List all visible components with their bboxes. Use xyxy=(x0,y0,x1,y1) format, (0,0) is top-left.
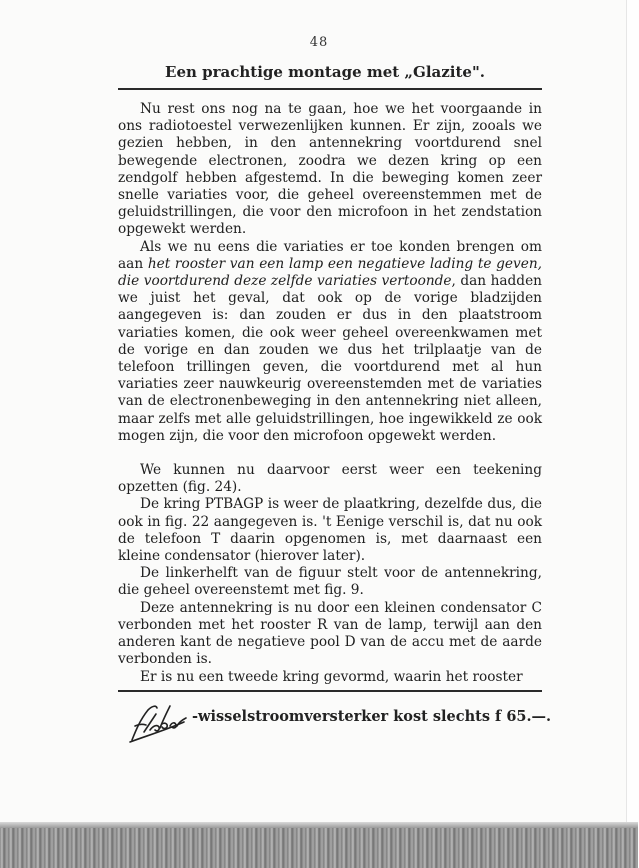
page-edge xyxy=(626,0,639,868)
header-rule xyxy=(118,88,542,90)
scan-binding-edge xyxy=(0,822,638,868)
paragraph xyxy=(118,669,542,686)
text-run: We kunnen nu daarvoor eerst weer een teekening opzetten (fig. 24). xyxy=(118,462,542,496)
text-run: Deze antennekring is nu door een kleinen condensator C verbonden met het rooster R van de lamp, terwijl aan den anderen kant de negatieve pool D van de accu met de aarde verbonden is. xyxy=(118,599,542,668)
paragraph xyxy=(118,101,542,239)
text-run: Als we nu eens die variaties er toe konden brengen om aan xyxy=(118,238,542,272)
italic-run: het rooster van een lamp een negatieve lading te geven, die voortdurend deze zelfde variaties vertoonde xyxy=(118,255,542,290)
body-text xyxy=(118,101,542,686)
paragraph xyxy=(118,600,542,669)
paragraph xyxy=(118,462,542,496)
text-run: , dan hadden we juist het geval, dat ook op de vorige bladzijden aangegeven is: dan zouden er dus in den plaatstroom variaties komen, die ook weer geheel overeenkwamen met de vorige en dan zouden we dus het trilplaatje van de telefoon trillingen geven, die voortdurend met al hun variaties zeer nauwkeurig overeenstemden met de variaties van de electronenbeweging in den antennekring niet alleen, maar zelfs met alle geluidstrillingen, hoe ingewikkeld ze ook mogen zijn, die voor den microfoon opgewekt werden. xyxy=(118,273,542,444)
advertisement-footer xyxy=(126,698,552,748)
paragraph xyxy=(118,496,542,565)
text-run: Nu rest ons nog na te gaan, hoe we het voorgaande in ons radiotoestel verwezenlijken kunnen. Er zijn, zooals we gezien hebben, in den antennekring voortdurend snel bewegende electronen, zoodra we dezen kring op een zendgolf hebben afgestemd. In die beweging komen zeer snelle variaties voor, die geheel overeenstemmen met de geluidstrillingen, die voor den microfoon in het zendstation opgewekt werden. xyxy=(118,101,542,238)
text-run: Er is nu een tweede kring gevormd, waarin het rooster xyxy=(140,668,523,685)
text-run: De linkerhelft van de figuur stelt voor de antennekring, die geheel overeenstemt met fig. 9. xyxy=(118,565,542,599)
page-number: 48 xyxy=(309,35,329,50)
running-head: Een prachtige montage met „Glazite". xyxy=(165,63,485,81)
etaphon-logo xyxy=(126,700,188,744)
footer-advert-text: -wisselstroomversterker kost slechts f 65.—. xyxy=(192,708,552,725)
paragraph xyxy=(118,239,542,445)
paragraph xyxy=(118,565,542,599)
footer-rule xyxy=(118,690,542,692)
text-run: De kring PTBAGP is weer de plaatkring, dezelfde dus, die ook in fig. 22 aangegeven is. 't Eenige verschil is, dat nu ook de telefoon T daarin opgenomen is, met daarnaast een kleine condensator (hierover later). xyxy=(118,496,542,565)
